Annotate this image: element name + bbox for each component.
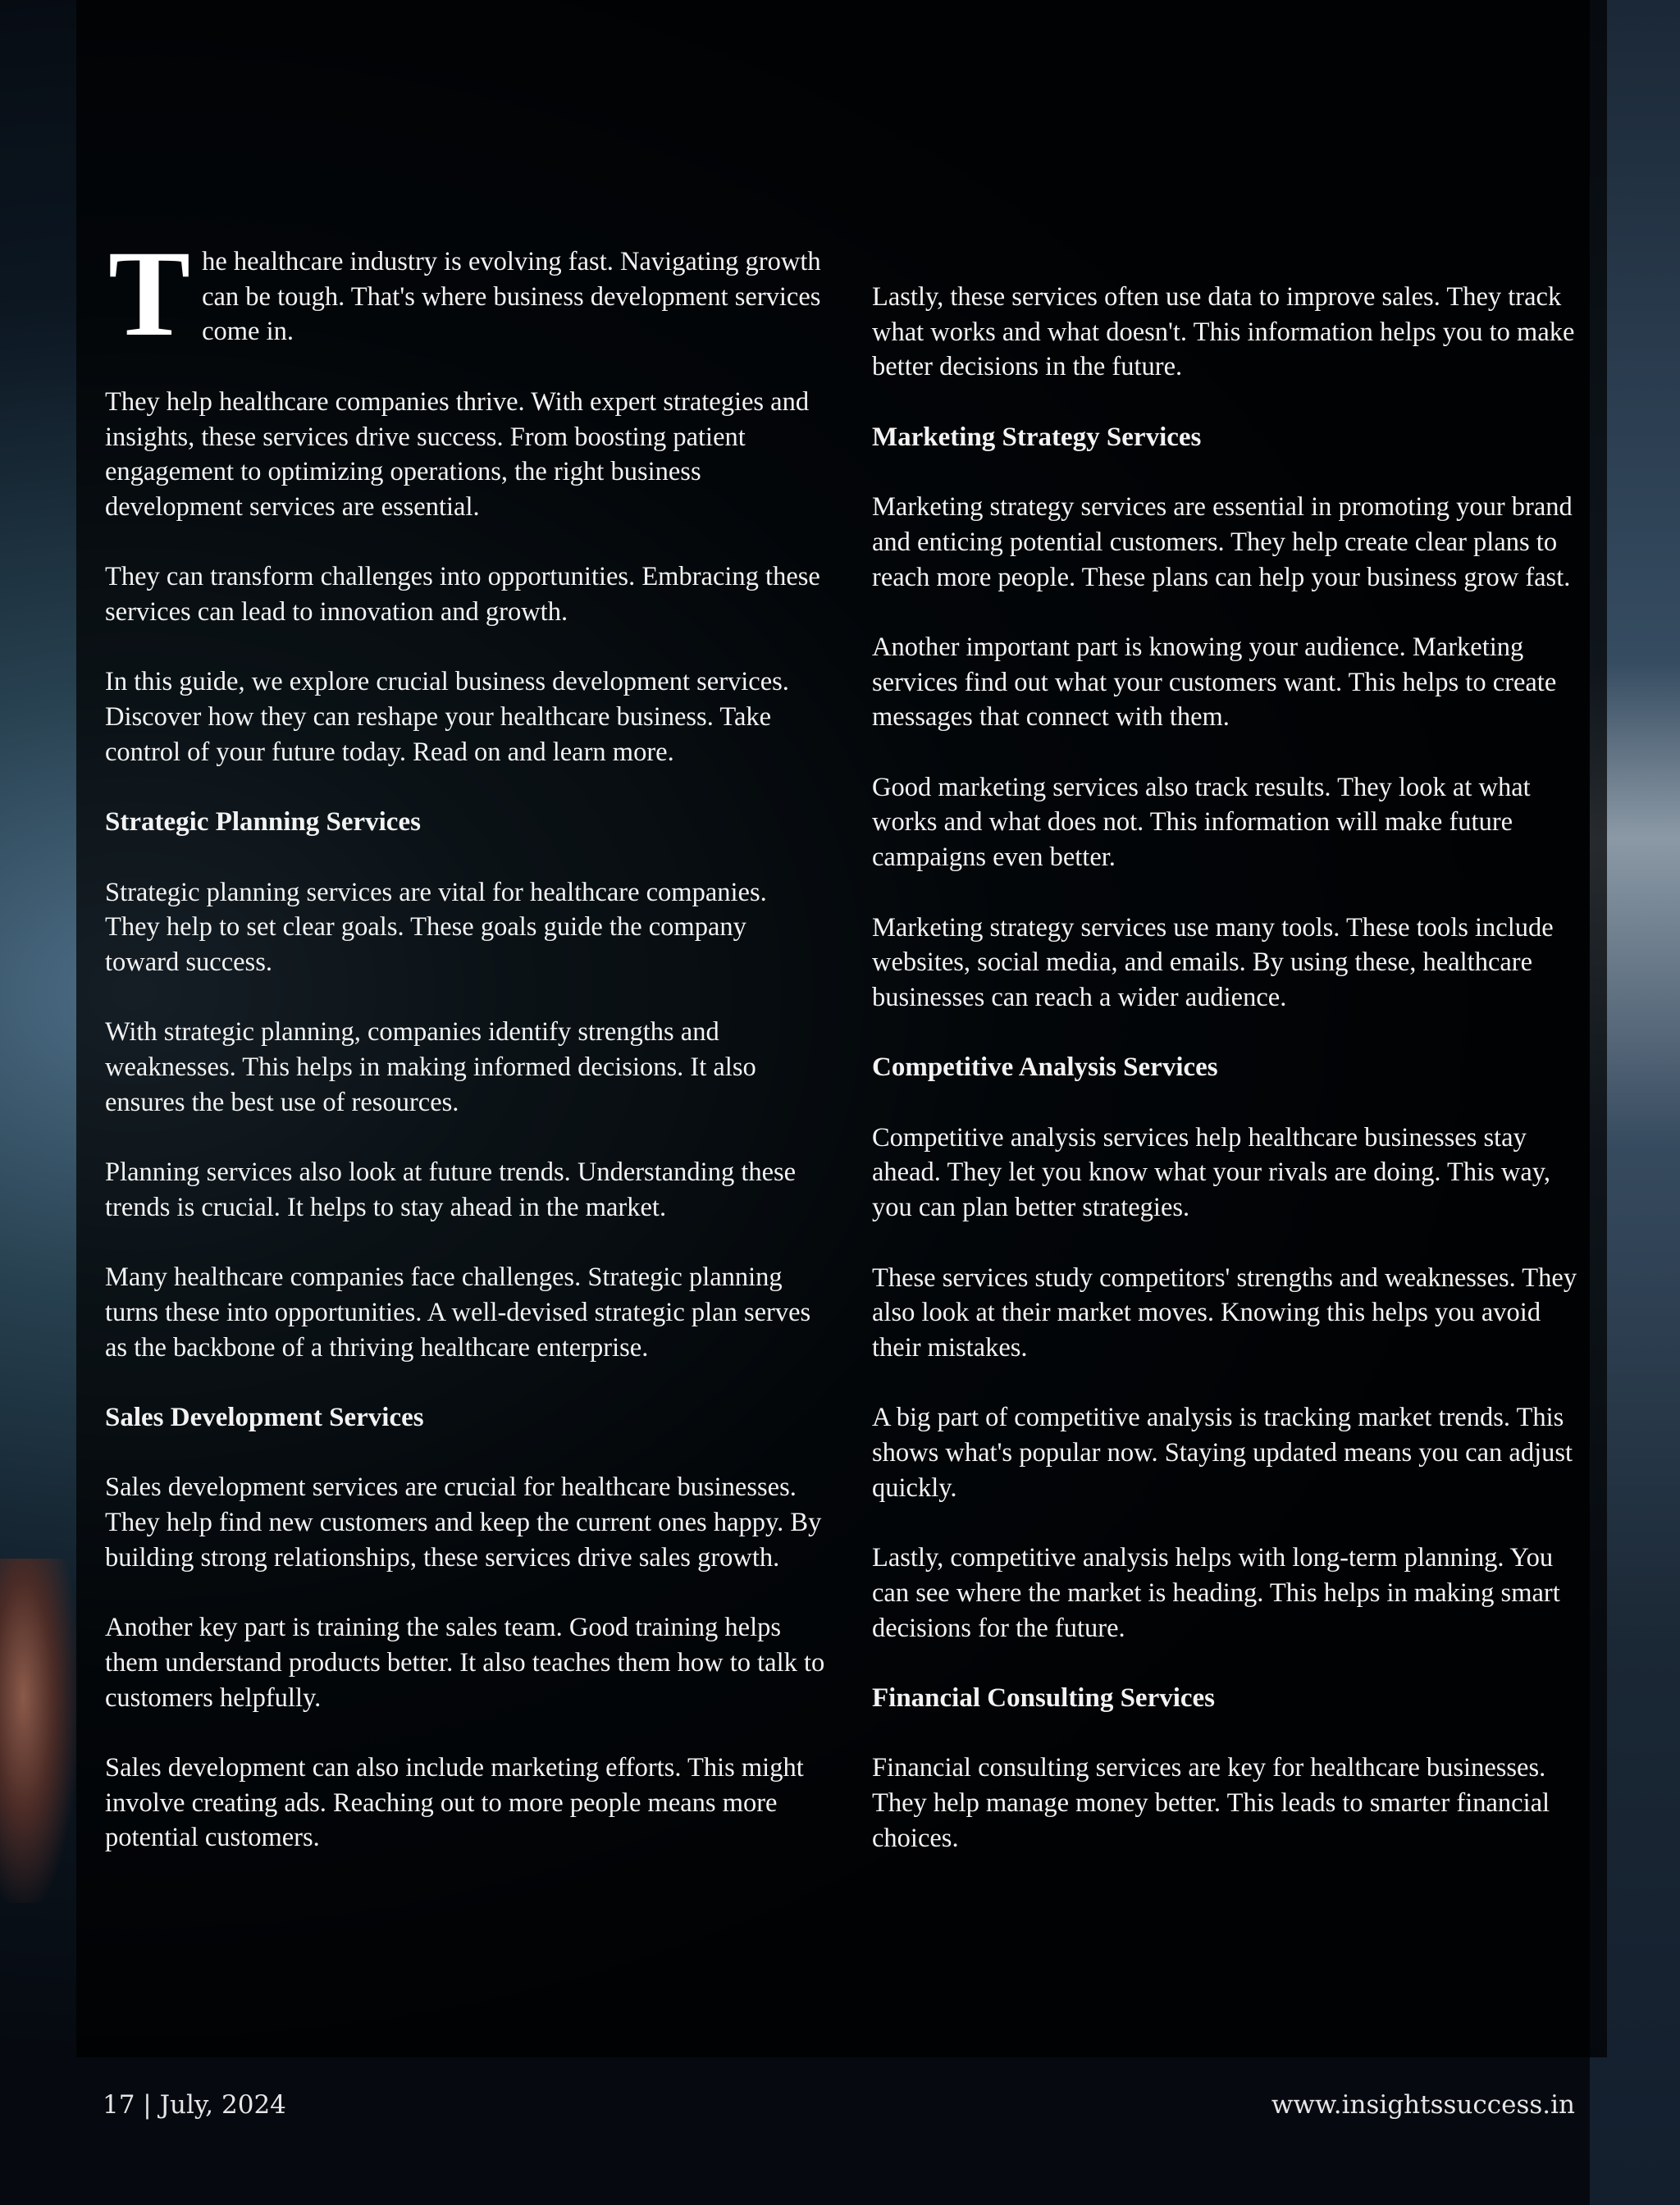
drop-cap: T — [108, 226, 191, 362]
right-column-blocks — [872, 280, 1594, 1856]
paragraph: Another important part is knowing your audience. Marketing services find out what your customers want. This helps to create messages that connect with them. — [872, 632, 1557, 733]
section-heading: Strategic Planning Services — [105, 807, 421, 838]
paragraph: Another key part is training the sales team. Good training helps them understand products better. It also teaches them how to talk to customers helpfully. — [105, 1613, 825, 1713]
paragraph: Planning services also look at future trends. Understanding these trends is crucial. It helps to stay ahead in the market. — [105, 1157, 797, 1222]
paragraph: A big part of competitive analysis is tracking market trends. This shows what's popular now. Staying updated means you can adjust quickly. — [872, 1403, 1573, 1503]
section-heading: Competitive Analysis Services — [872, 1052, 1218, 1083]
section-heading: Marketing Strategy Services — [872, 422, 1202, 452]
page-number-date: 17 | July, 2024 — [103, 2090, 286, 2120]
section-heading: Financial Consulting Services — [872, 1682, 1216, 1713]
paragraph: Lastly, these services often use data to improve sales. They track what works and what doesn't. This information helps you to make better decisions in the future. — [872, 282, 1575, 382]
paragraph: Many healthcare companies face challenges. Strategic planning turns these into opportunities. A well-devised strategic plan serves as the backbone of a thriving healthcare enterprise. — [105, 1262, 811, 1363]
paragraph: Marketing strategy services are essential in promoting your brand and enticing potential customers. They help create clear plans to reach more people. These plans can help your business grow fast. — [872, 492, 1573, 592]
intro-paragraph — [105, 226, 827, 362]
article-column-right — [872, 280, 1594, 1891]
paragraph: They help healthcare companies thrive. With expert strategies and insights, these services drive success. From boosting patient engagement to optimizing operations, the right business development services are essential. — [105, 386, 810, 522]
paragraph: Financial consulting services are key for healthcare businesses. They help manage money better. This leads to smarter financial choices. — [872, 1753, 1550, 1853]
intro-text: he healthcare industry is evolving fast. Navigating growth can be tough. That's where business development services come in. — [202, 247, 821, 347]
paragraph: Marketing strategy services use many tools. These tools include websites, social media, and emails. By using these, healthcare businesses can reach a wider audience. — [872, 912, 1554, 1012]
section-heading: Sales Development Services — [105, 1403, 424, 1433]
paragraph: Sales development services are crucial for healthcare businesses. They help find new customers and keep the current ones happy. By building strong relationships, these services drive sales growth. — [105, 1472, 822, 1573]
website-url: www.insightssuccess.in — [1271, 2090, 1575, 2120]
paragraph: They can transform challenges into opportunities. Embracing these services can lead to innovation and growth. — [105, 562, 820, 627]
paragraph: With strategic planning, companies identify strengths and weaknesses. This helps in making informed decisions. It also ensures the best use of resources. — [105, 1017, 756, 1117]
background-blur-hand — [0, 1559, 78, 1903]
paragraph: Sales development can also include marketing efforts. This might involve creating ads. Reaching out to more people means more potential customers. — [105, 1753, 804, 1853]
article-column-left — [105, 226, 827, 1891]
paragraph: In this guide, we explore crucial business development services. Discover how they can reshape your healthcare business. Take control of your future today. Read on and learn more. — [105, 667, 789, 767]
paragraph: Lastly, competitive analysis helps with long-term planning. You can see where the market is heading. This helps in making smart decisions for the future. — [872, 1543, 1560, 1643]
left-column-blocks — [105, 385, 827, 1856]
paragraph: Strategic planning services are vital for healthcare companies. They help to set clear goals. These goals guide the company toward success. — [105, 877, 767, 977]
paragraph: Competitive analysis services help healthcare businesses stay ahead. They let you know what your rivals are doing. This way, you can plan better strategies. — [872, 1122, 1551, 1223]
paragraph: These services study competitors' strengths and weaknesses. They also look at their market moves. Knowing this helps you avoid their mistakes. — [872, 1262, 1577, 1363]
paragraph: Good marketing services also track results. They look at what works and what does not. This information will make future campaigns even better. — [872, 772, 1531, 873]
